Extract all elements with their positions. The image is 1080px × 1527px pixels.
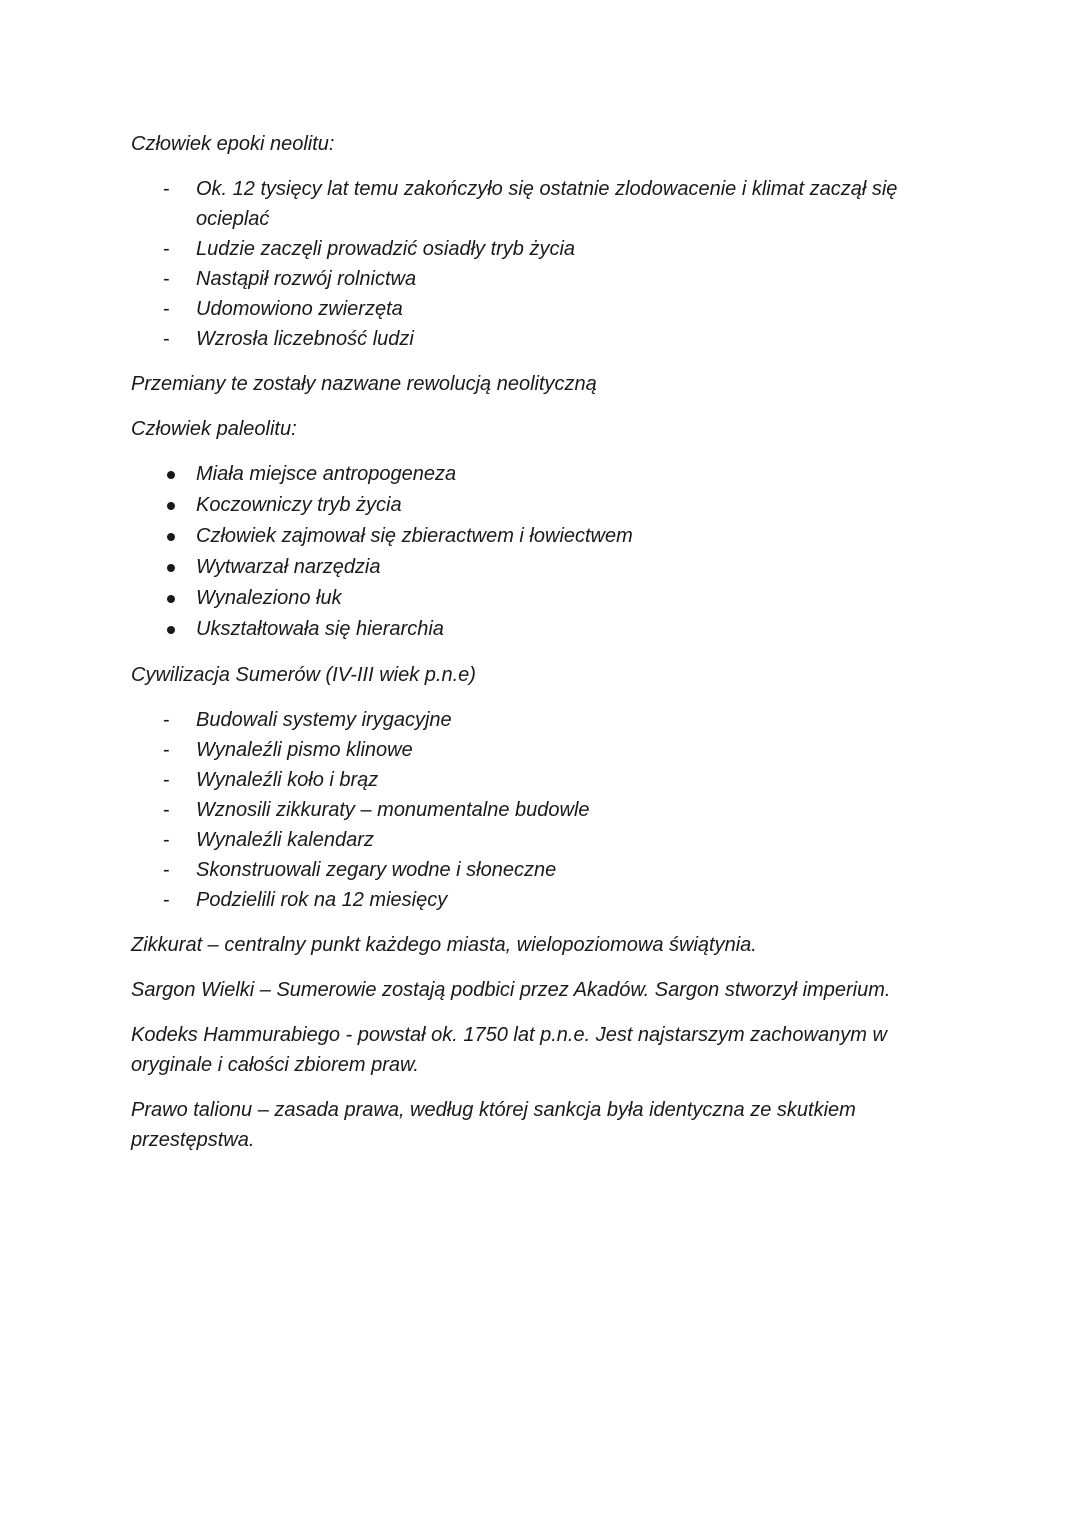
- list-item: [131, 885, 931, 915]
- list-item-text: Wytwarzał narzędzia: [196, 556, 381, 578]
- dash-marker: [163, 885, 170, 915]
- list-item: [131, 174, 931, 234]
- document-content: [131, 129, 931, 1170]
- bullet-marker: [167, 502, 175, 510]
- list-item-text: Ukształtowała się hierarchia: [196, 618, 444, 640]
- dash-marker: [163, 735, 170, 765]
- list-item: [131, 855, 931, 885]
- list-item: [131, 324, 931, 354]
- sumer-list: [131, 705, 931, 915]
- list-item: [131, 552, 931, 583]
- list-item-text: Nastąpił rozwój rolnictwa: [196, 268, 417, 290]
- list-item-text: Wynaleźli pismo klinowe: [196, 739, 413, 761]
- list-item: [131, 294, 931, 324]
- dash-marker: [163, 174, 170, 204]
- list-item-text: Ludzie zaczęli prowadzić osiadły tryb życia: [196, 238, 576, 260]
- bullet-marker: [167, 564, 175, 572]
- dash-marker: [163, 294, 170, 324]
- talion-definition: Prawo talionu – zasada prawa, według której sankcja była identyczna ze skutkiem przestępstwa.: [131, 1099, 856, 1151]
- dash-marker: [163, 324, 170, 354]
- dash-marker: [163, 825, 170, 855]
- list-item: [131, 459, 931, 490]
- list-item: [131, 490, 931, 521]
- list-item-text: Wynaleźli kalendarz: [196, 829, 374, 851]
- dash-marker: [163, 765, 170, 795]
- dash-marker: [163, 705, 170, 735]
- bullet-marker: [167, 626, 175, 634]
- list-item-text: Koczowniczy tryb życia: [196, 494, 402, 516]
- list-item: [131, 264, 931, 294]
- sargon-note: Sargon Wielki – Sumerowie zostają podbici przez Akadów. Sargon stworzył imperium.: [131, 979, 891, 1001]
- hammurabi-note: Kodeks Hammurabiego - powstał ok. 1750 lat p.n.e. Jest najstarszym zachowanym w oryginale i całości zbiorem praw.: [131, 1024, 887, 1076]
- list-item: [131, 765, 931, 795]
- bullet-marker: [167, 471, 175, 479]
- neolithic-heading: Człowiek epoki neolitu:: [131, 133, 335, 155]
- list-item-text: Wynaleziono łuk: [196, 587, 342, 609]
- dash-marker: [163, 264, 170, 294]
- list-item: [131, 795, 931, 825]
- list-item-text: Człowiek zajmował się zbieractwem i łowiectwem: [196, 525, 633, 547]
- list-item: [131, 735, 931, 765]
- bullet-marker: [167, 595, 175, 603]
- list-item: [131, 825, 931, 855]
- list-item-text: Miała miejsce antropogeneza: [196, 463, 457, 485]
- dash-marker: [163, 855, 170, 885]
- bullet-marker: [167, 533, 175, 541]
- list-item: [131, 234, 931, 264]
- list-item-text: Wznosili zikkuraty – monumentalne budowle: [196, 799, 590, 821]
- neolithic-list: [131, 174, 931, 354]
- dash-marker: [163, 234, 170, 264]
- sumer-heading: Cywilizacja Sumerów (IV-III wiek p.n.e): [131, 664, 476, 686]
- list-item-text: Ok. 12 tysięcy lat temu zakończyło się ostatnie zlodowacenie i klimat zaczął się ocieplać: [196, 178, 898, 230]
- neolithic-summary: Przemiany te zostały nazwane rewolucją neolityczną: [131, 373, 597, 395]
- dash-marker: [163, 795, 170, 825]
- zikkurat-definition: Zikkurat – centralny punkt każdego miasta, wielopoziomowa świątynia.: [131, 934, 757, 956]
- list-item: [131, 614, 931, 645]
- paleolithic-heading: Człowiek paleolitu:: [131, 418, 297, 440]
- list-item: [131, 583, 931, 614]
- list-item: [131, 521, 931, 552]
- paleolithic-list: [131, 459, 931, 645]
- list-item-text: Budowali systemy irygacyjne: [196, 709, 452, 731]
- list-item-text: Wzrosła liczebność ludzi: [196, 328, 414, 350]
- list-item: [131, 705, 931, 735]
- list-item-text: Wynaleźli koło i brąz: [196, 769, 379, 791]
- list-item-text: Udomowiono zwierzęta: [196, 298, 403, 320]
- list-item-text: Skonstruowali zegary wodne i słoneczne: [196, 859, 557, 881]
- list-item-text: Podzielili rok na 12 miesięcy: [196, 889, 448, 911]
